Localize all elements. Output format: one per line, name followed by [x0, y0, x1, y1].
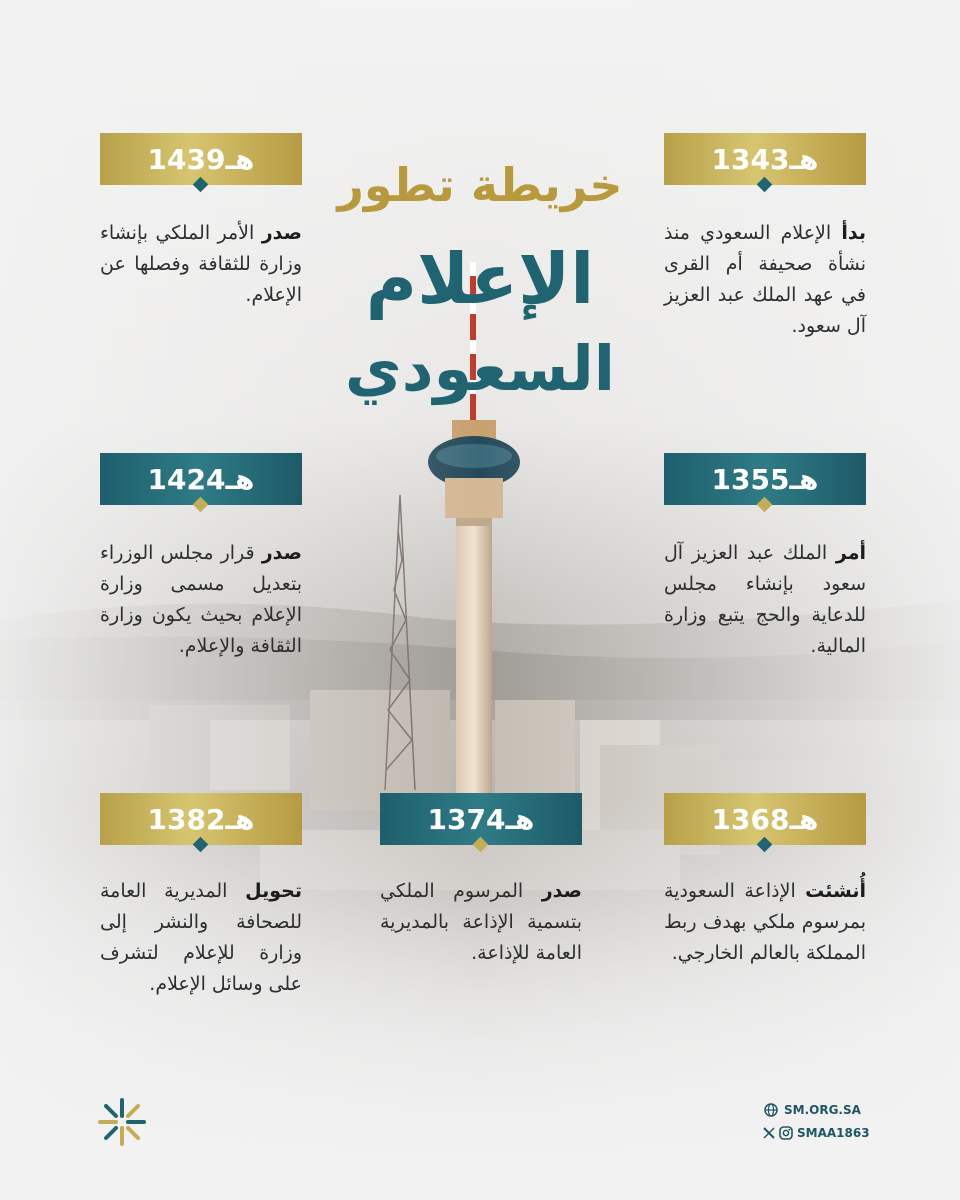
- year-badge-1355: 1355هـ: [664, 453, 866, 505]
- event-lead-1374: صدر: [541, 880, 583, 902]
- event-body-1439: الأمر الملكي بإنشاء وزارة للثقافة وفصلها عن الإعلام.: [100, 222, 302, 306]
- event-lead-1343: بدأ: [841, 222, 866, 244]
- social-handle[interactable]: SMAA1863: [797, 1126, 870, 1140]
- event-body-1368: الإذاعة السعودية بمرسوم ملكي بهدف ربط المملكة بالعالم الخارجي.: [664, 880, 866, 964]
- year-badge-1382: 1382هـ: [100, 793, 302, 845]
- event-lead-1424: صدر: [261, 542, 302, 564]
- organization-logo: [96, 1096, 148, 1148]
- event-text-1424: [100, 538, 302, 662]
- event-text-1355: [664, 538, 866, 662]
- globe-icon: [764, 1103, 778, 1117]
- website-link[interactable]: SM.ORG.SA: [784, 1103, 861, 1117]
- year-badge-1374: 1374هـ: [380, 793, 582, 845]
- event-lead-1355: أمر: [835, 542, 866, 564]
- event-text-1382: [100, 876, 302, 1000]
- event-text-1343: [664, 218, 866, 342]
- x-icon[interactable]: [762, 1126, 776, 1140]
- event-text-1374: [380, 876, 582, 969]
- event-text-1439: [100, 218, 302, 311]
- event-body-1382: المديرية العامة للصحافة والنشر إلى وزارة للإعلام لتشرف على وسائل الإعلام.: [100, 880, 302, 995]
- year-badge-1424: 1424هـ: [100, 453, 302, 505]
- event-lead-1368: أُنشئت: [805, 880, 867, 902]
- title-line-3: السعودي: [344, 332, 616, 405]
- event-text-1368: [664, 876, 866, 969]
- event-body-1355: الملك عبد العزيز آل سعود بإنشاء مجلس للدعاية والحج يتبع وزارة المالية.: [664, 542, 866, 657]
- title-line-2: الإعلام: [365, 238, 595, 320]
- year-badge-1343: 1343هـ: [664, 133, 866, 185]
- event-body-1374: المرسوم الملكي بتسمية الإذاعة بالمديرية العامة للإذاعة.: [380, 880, 582, 964]
- year-badge-1439: 1439هـ: [100, 133, 302, 185]
- event-lead-1382: تحويل: [245, 880, 302, 902]
- event-lead-1439: صدر: [261, 222, 302, 244]
- instagram-icon[interactable]: [779, 1126, 793, 1140]
- event-body-1424: قرار مجلس الوزراء بتعديل مسمى وزارة الإعلام بحيث يكون وزارة الثقافة والإعلام.: [100, 542, 302, 657]
- event-body-1343: الإعلام السعودي منذ نشأة صحيفة أم القرى في عهد الملك عبد العزيز آل سعود.: [664, 222, 866, 337]
- title-line-1: خريطة تطور: [337, 158, 623, 212]
- year-badge-1368: 1368هـ: [664, 793, 866, 845]
